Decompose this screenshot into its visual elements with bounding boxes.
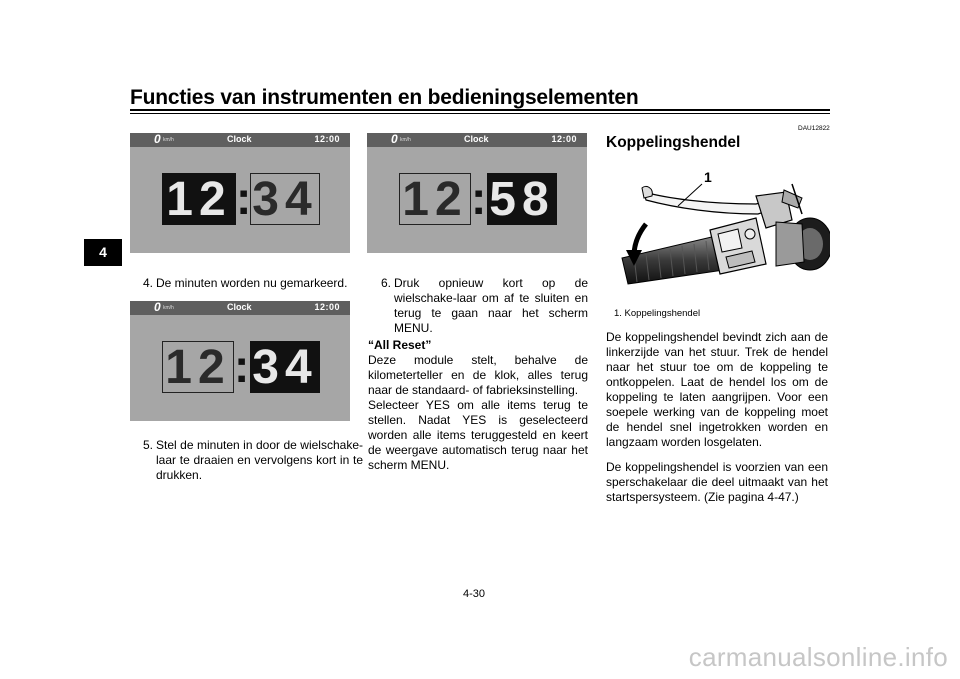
speed-unit: km/h: [163, 305, 174, 311]
hours-digits: 12: [399, 173, 471, 225]
clock-time: 12:00: [314, 134, 340, 144]
chapter-tab: 4: [84, 239, 122, 266]
speed-value: 0: [391, 132, 398, 146]
screen-status-bar: [130, 133, 350, 147]
clock-screen-minutes: [130, 301, 350, 421]
page-title: Functies van instrumenten en bedieningselementen: [130, 86, 639, 109]
all-reset-heading: “All Reset”: [368, 338, 432, 352]
clock-screen-hours: [130, 133, 350, 253]
speed-value: 0: [154, 300, 161, 314]
step-5: [143, 438, 363, 483]
page-number: 4-30: [463, 588, 486, 600]
hours-digits: 12: [162, 341, 234, 393]
figure-caption: 1. Koppelingshendel: [614, 308, 701, 319]
clutch-paragraph-1: De koppelingshendel bevindt zich aan de linkerzijde van het stuur. Trek de hendel naar het stuur toe om de koppeling te ontkoppelen. Laat de hendel los om de koppeling te laten aangrijpen. Voor een soepele werking van de koppeling moet de hendel snel ingetrokken worden en langzaam worden losgelaten.: [606, 330, 828, 449]
clock-label: Clock: [464, 134, 489, 144]
clock-colon: :: [234, 340, 250, 392]
clock-label: Clock: [227, 302, 252, 312]
speed-value: 0: [154, 132, 161, 146]
clock-colon: :: [236, 172, 252, 224]
watermark: carmanualsonline.info: [688, 642, 948, 672]
document-code: DAU12822: [798, 125, 830, 132]
clock-label: Clock: [227, 134, 252, 144]
all-reset-paragraph-1: Deze module stelt, behalve de kilometerteller en de klok, alles terug naar de standaard- of fabrieksinstelling.: [368, 353, 588, 397]
speed-unit: km/h: [163, 137, 174, 143]
all-reset-paragraph-2: Selecteer YES om alle items terug te stellen. Nadat YES is geselecteerd worden alle items teruggesteld en keert de weergave automatisch terug naar het scherm MENU.: [368, 398, 588, 472]
clutch-lever-drawing: [606, 162, 830, 292]
minutes-digits-highlighted: 58: [487, 173, 557, 225]
clock-colon: :: [471, 172, 487, 224]
step-text: De minuten worden nu gemarkeerd.: [156, 276, 348, 290]
callout-number: 1: [704, 169, 712, 185]
clock-time: 12:00: [314, 302, 340, 312]
step-number: 6.: [381, 276, 392, 290]
step-number: 5.: [143, 438, 154, 452]
step-number: 4.: [143, 276, 154, 290]
clutch-lever-illustration: [606, 162, 830, 292]
clock-screen-set: [367, 133, 587, 253]
step-6: [381, 276, 588, 336]
title-rule: [130, 109, 830, 111]
step-4: [143, 276, 363, 291]
screen-status-bar: [367, 133, 587, 147]
screen-status-bar: [130, 301, 350, 315]
clutch-paragraph-2: De koppelingshendel is voorzien van een sperschakelaar die deel uitmaakt van het startspersysteem. (Zie pagina 4-47.): [606, 460, 828, 504]
speed-unit: km/h: [400, 137, 411, 143]
title-rule-thin: [130, 113, 830, 114]
hours-digits-highlighted: 12: [162, 173, 236, 225]
section-heading: Koppelingshendel: [606, 134, 741, 151]
step-text: Stel de minuten in door de wielschake-laar te draaien en vervolgens kort in te drukken.: [156, 438, 363, 482]
step-text: Druk opnieuw kort op de wielschake-laar om af te sluiten en terug te gaan naar het scherm MENU.: [394, 276, 588, 335]
clock-time: 12:00: [551, 134, 577, 144]
minutes-digits: 34: [250, 173, 320, 225]
minutes-digits-highlighted: 34: [250, 341, 320, 393]
